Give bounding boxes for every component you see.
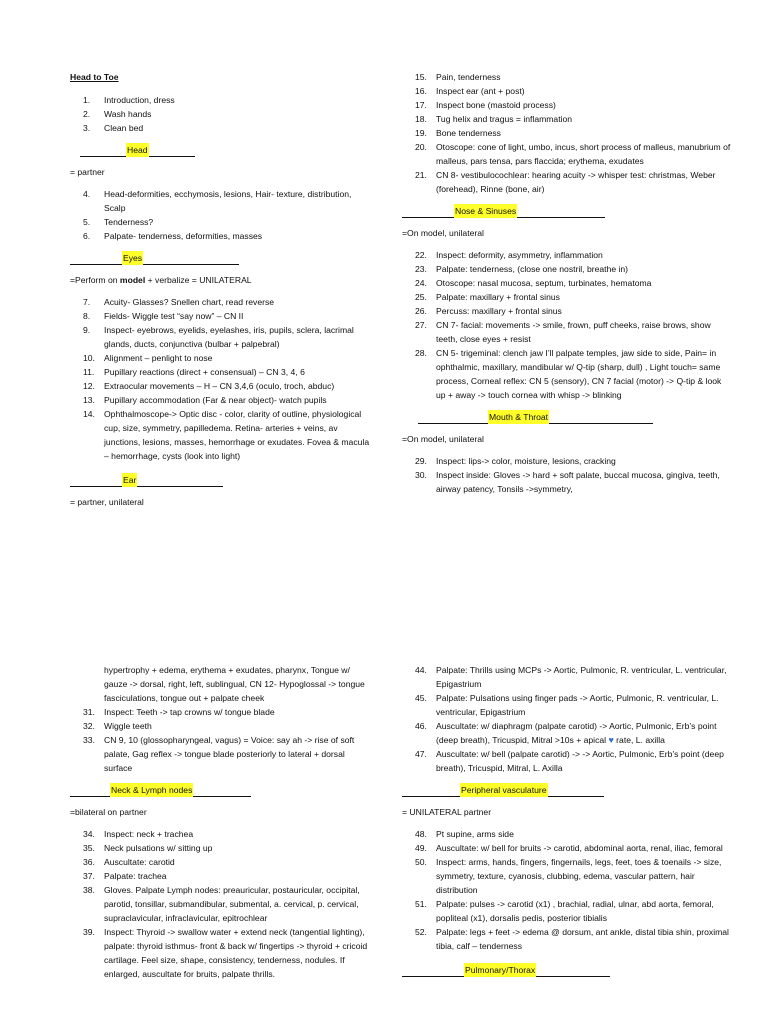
list-item: 46. Auscultate: w/ diaphragm (palpate carotid) -> Aortic, Pulmonic, Erb’s point (deep breath), Tricuspid, Mitral >10s + apical ♥ rate, L. axilla — [415, 721, 717, 745]
intro-list — [70, 93, 370, 135]
list-item: 22. Inspect: deformity, asymmetry, inflammation — [415, 250, 603, 260]
list-item: 45. Palpate: Pulsations using finger pads -> Aortic, Pulmonic, R. ventricular, L. ventricular, Epigastrium — [415, 693, 719, 717]
list-item: 23. Palpate: tenderness, (close one nostril, breathe in) — [415, 264, 629, 274]
list-item: 13. Pupillary accommodation (Far & near object)- watch pupils — [83, 395, 327, 405]
page2-right-column — [402, 663, 732, 977]
section-heading-neck: Neck & Lymph nodes — [70, 783, 370, 797]
section-note: = UNILATERAL partner — [402, 807, 492, 817]
list-item: 21. CN 8- vestibulocochlear: hearing acuity -> whisper test: christmas, Weber (forehead), Rinne (bone, air) — [415, 170, 716, 194]
list-item: 5. Tenderness? — [83, 217, 154, 227]
neck-list — [70, 827, 370, 981]
section-note: =On model, unilateral — [402, 434, 484, 444]
list-item: 6. Palpate- tenderness, deformities, masses — [83, 231, 263, 241]
list-item: 35. Neck pulsations w/ sitting up — [83, 843, 213, 853]
list-item: 34. Inspect: neck + trachea — [83, 829, 194, 839]
page1-left-column — [70, 70, 370, 509]
list-item: 20. Otoscope: cone of light, umbo, incus, short process of malleus, manubrium of malleus, pars tensa, pars flaccida; erythema, exudates — [415, 142, 731, 166]
list-item: 29. Inspect: lips-> color, moisture, lesions, cracking — [415, 456, 616, 466]
list-item: 51. Palpate: pulses -> carotid (x1) , brachial, radial, ulnar, abd aorta, femoral, popliteal (x1), dorsalis pedis, posterior tibialis — [415, 899, 714, 923]
list-item: 18. Tug helix and tragus = inflammation — [415, 114, 573, 124]
list-item: 49. Auscultate: w/ bell for bruits -> carotid, abdominal aorta, renal, iliac, femoral — [415, 843, 723, 853]
section-note: =bilateral on partner — [70, 807, 147, 817]
section-heading-nose: Nose & Sinuses — [402, 204, 732, 218]
list-item: 19. Bone tenderness — [415, 128, 501, 138]
section-heading-eyes: Eyes — [70, 251, 370, 265]
heart-icon: ♥ — [608, 735, 614, 745]
list-item: 52. Palpate: legs + feet -> edema @ dorsum, ant ankle, distal tibia shin, proximal tibia, calf – tenderness — [415, 927, 729, 951]
list-item: 11. Pupillary reactions (direct + consensual) – CN 3, 4, 6 — [83, 367, 305, 377]
section-heading-mouth: Mouth & Throat — [402, 410, 732, 424]
list-item: hypertrophy + edema, erythema + exudates, pharynx, Tongue w/ gauze -> dorsal, right, left, sublingual, CN 12- Hypoglossal -> tongue fasciculations, tongue out + palpate cheek — [104, 665, 365, 703]
mouth-continued-list — [70, 663, 370, 775]
nose-list — [402, 248, 732, 402]
list-item: 28. CN 5- trigeminal: clench jaw I’ll palpate temples, jaw side to side, Pain= in ophthalmic, maxillary, mandibular w/ Q-tip (sharp, dull) , Light touch= same process, Corneal reflex: CN 5 (sensory), CN 7 facial (motor) -> Q-tip & look up + away -> touch cornea with whisp -> blinking — [415, 348, 722, 400]
mouth-list — [402, 454, 732, 496]
list-item: 10. Alignment – penlight to nose — [83, 353, 213, 363]
list-item: 38. Gloves. Palpate Lymph nodes: preauricular, postauricular, occipital, parotid, tonsillar, submandibular, submental, a. cervical, p. cervical, supraclavicular, infraclavicular, epitrochlear — [83, 885, 360, 923]
cardio-list — [402, 663, 732, 775]
list-item: 17. Inspect bone (mastoid process) — [415, 100, 556, 110]
ear-list — [402, 70, 732, 196]
section-note: = partner, unilateral — [70, 497, 144, 507]
list-item: 4. Head-deformities, ecchymosis, lesions, Hair- texture, distribution, Scalp — [83, 189, 352, 213]
list-item: 47. Auscultate: w/ bell (palpate carotid) -> -> Aortic, Pulmonic, Erb’s point (deep breath), Tricuspid, Mitral, L. Axilla — [415, 749, 724, 773]
list-item: 16. Inspect ear (ant + post) — [415, 86, 525, 96]
list-item: 27. CN 7- facial: movements -> smile, frown, puff cheeks, raise brows, show teeth, close eyes + resist — [415, 320, 711, 344]
list-item: 31. Inspect: Teeth -> tap crowns w/ tongue blade — [83, 707, 275, 717]
list-item: 48. Pt supine, arms side — [415, 829, 514, 839]
section-heading-pulmonary: Pulmonary/Thorax — [402, 963, 732, 977]
list-item: 50. Inspect: arms, hands, fingers, fingernails, legs, feet, toes & toenails -> size, symmetry, texture, cyanosis, clubbing, edema, vascular pattern, hair distribution — [415, 857, 722, 895]
list-item: 15. Pain, tenderness — [415, 72, 501, 82]
section-note: =On model, unilateral — [402, 228, 484, 238]
list-item: 39. Inspect: Thyroid -> swallow water + extend neck (tangential lighting), palpate: thyroid isthmus- front & back w/ fingertips -> thyroid + cricoid cartilage. Feel size, shape, consistency, tenderness, nodules. If enlarged, auscultate for bruits, palpate thrills. — [83, 927, 368, 979]
list-item: 44. Palpate: Thrills using MCPs -> Aortic, Pulmonic, R. ventricular, L. ventricular, Epigastrium — [415, 665, 727, 689]
section-note: =Perform on model + verbalize = UNILATERAL — [70, 275, 252, 285]
list-item: 36. Auscultate: carotid — [83, 857, 175, 867]
list-item: 3. Clean bed — [83, 123, 144, 133]
section-heading-peripheral: Peripheral vasculature — [402, 783, 732, 797]
list-item: 30. Inspect inside: Gloves -> hard + soft palate, buccal mucosa, gingiva, teeth, airway patency, Tonsils ->symmetry, — [415, 470, 720, 494]
list-item: 2. Wash hands — [83, 109, 152, 119]
list-item: 12. Extraocular movements – H – CN 3,4,6 (oculo, troch, abduc) — [83, 381, 335, 391]
list-item: 26. Percuss: maxillary + frontal sinus — [415, 306, 562, 316]
list-item: 8. Fields- Wiggle test “say now” – CN II — [83, 311, 244, 321]
section-heading-head: Head — [70, 143, 370, 157]
list-item: 9. Inspect- eyebrows, eyelids, eyelashes, iris, pupils, sclera, lacrimal glands, ducts, conjunctiva (bulbar + palpebral) — [83, 325, 354, 349]
section-note: = partner — [70, 167, 105, 177]
list-item: 37. Palpate: trachea — [83, 871, 167, 881]
peripheral-list — [402, 827, 732, 953]
eyes-list — [70, 295, 370, 463]
list-item: 14. Ophthalmoscope-> Optic disc - color, clarity of outline, physiological cup, size, symmetry, papilledema. Retina- arteries + veins, av junctions, lesions, masses, hemorrhage or exudates. Fovea & macula – hemorrhage, cysts (look into light) — [83, 409, 370, 461]
list-item: 1. Introduction, dress — [83, 95, 175, 105]
page2-left-column — [70, 663, 370, 981]
list-item: 7. Acuity- Glasses? Snellen chart, read reverse — [83, 297, 275, 307]
head-list — [70, 187, 370, 243]
list-item: 32. Wiggle teeth — [83, 721, 152, 731]
page-title: Head to Toe — [70, 72, 119, 82]
list-item: 25. Palpate: maxillary + frontal sinus — [415, 292, 560, 302]
list-item: 24. Otoscope: nasal mucosa, septum, turbinates, hematoma — [415, 278, 652, 288]
page1-right-column — [402, 70, 732, 496]
section-heading-ear: Ear — [70, 473, 370, 487]
list-item: 33. CN 9, 10 (glossopharyngeal, vagus) = Voice: say ah -> rise of soft palate, Gag reflex -> tongue blade posteriorly to lateral + dorsal surface — [83, 735, 355, 773]
